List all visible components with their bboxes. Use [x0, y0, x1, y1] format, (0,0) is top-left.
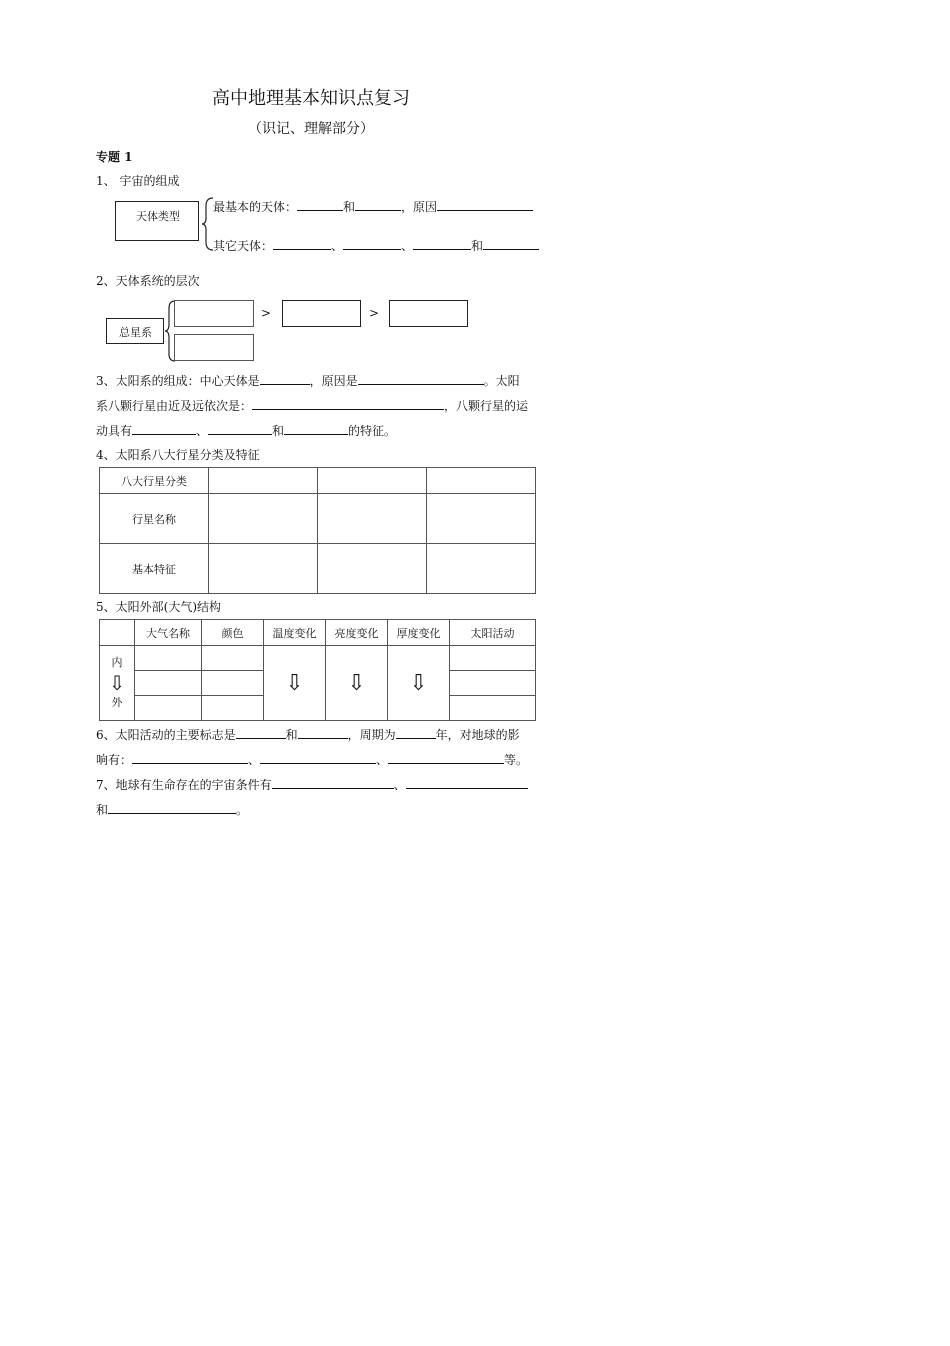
q6-line2-end: 等。	[504, 753, 529, 767]
q1-heading: 1、 宇宙的组成	[96, 174, 180, 188]
q3-blank-1[interactable]	[260, 372, 310, 385]
q3-line1-b: ，原因是	[309, 374, 358, 388]
q3-line2-b: ，八颗行星的运	[444, 399, 529, 413]
q1-line1-and: 和	[343, 200, 356, 214]
table-cell[interactable]	[135, 646, 202, 671]
q1-sep-1: 、	[331, 239, 344, 253]
q2-gt-1: >	[261, 306, 272, 320]
q5-temp-cell[interactable]	[264, 646, 326, 721]
q3-line2	[96, 397, 528, 414]
q3-line1-a: 3、太阳系的组成：中心天体是	[96, 374, 260, 388]
q1-line1-label: 最基本的天体：	[213, 200, 298, 214]
q2-blank-box-3[interactable]	[282, 300, 361, 327]
q1-blank-7[interactable]	[483, 237, 539, 250]
q5-direction-cell	[100, 646, 135, 721]
q6-line2-a: 响有：	[96, 753, 133, 767]
down-arrow-icon: ⇩	[409, 670, 428, 696]
table-row	[100, 646, 536, 671]
q7-blank-3[interactable]	[108, 801, 236, 814]
q2-total-galaxy-box	[106, 318, 164, 344]
q7-line1	[96, 776, 528, 793]
q7-line2-a: 和	[96, 803, 109, 817]
q5-inner-label: 内	[111, 656, 123, 669]
q1-blank-1[interactable]	[297, 198, 343, 211]
q6-line1-and: 和	[285, 728, 298, 742]
q5-heading: 5、太阳外部(大气)结构	[96, 600, 221, 614]
q3-blank-3[interactable]	[252, 397, 444, 410]
table-row	[100, 468, 536, 494]
q6-sep-1: 、	[248, 753, 261, 767]
q5-thickness-cell[interactable]	[388, 646, 450, 721]
q3-line3-b: 的特征。	[348, 424, 397, 438]
q3-line3	[96, 422, 396, 439]
q6-line1-a: 6、太阳活动的主要标志是	[96, 728, 236, 742]
table-cell[interactable]	[427, 494, 536, 544]
q3-blank-2[interactable]	[358, 372, 484, 385]
topic-label: 专题 1	[96, 150, 133, 164]
down-arrow-icon: ⇩	[347, 670, 366, 696]
q6-blank-3[interactable]	[396, 726, 436, 739]
q5-outer-label: 外	[111, 696, 123, 709]
table-cell[interactable]	[202, 696, 264, 721]
q6-blank-5[interactable]	[260, 751, 376, 764]
q6-line1-b: ，周期为	[347, 728, 396, 742]
q3-blank-4[interactable]	[132, 422, 196, 435]
q6-sep-2: 、	[376, 753, 389, 767]
q3-blank-6[interactable]	[284, 422, 348, 435]
table-row	[100, 494, 536, 544]
table-cell[interactable]	[427, 468, 536, 494]
table-cell[interactable]	[209, 468, 318, 494]
q3-line1	[96, 372, 520, 389]
q2-gt-2: >	[369, 306, 380, 320]
q5-header-temp: 温度变化	[264, 620, 326, 646]
table-cell[interactable]	[318, 494, 427, 544]
q1-line1	[213, 198, 533, 215]
table-cell[interactable]	[202, 671, 264, 696]
q7-line2-end: 。	[236, 803, 249, 817]
q1-blank-6[interactable]	[413, 237, 471, 250]
q2-heading: 2、天体系统的层次	[96, 274, 200, 288]
q1-blank-4[interactable]	[273, 237, 331, 250]
down-arrow-icon: ⇩	[108, 671, 126, 695]
q6-blank-2[interactable]	[298, 726, 348, 739]
table-cell[interactable]	[318, 468, 427, 494]
q1-blank-3[interactable]	[437, 198, 533, 211]
table-cell[interactable]	[450, 696, 536, 721]
q2-blank-box-1[interactable]	[174, 300, 254, 327]
q5-header-name: 大气名称	[135, 620, 202, 646]
table-cell[interactable]	[427, 544, 536, 594]
table-cell[interactable]	[209, 544, 318, 594]
q5-atmosphere-table	[99, 619, 536, 721]
q3-line3-sep: 、	[196, 424, 209, 438]
q3-line2-a: 系八颗行星由近及远依次是：	[96, 399, 253, 413]
q6-blank-4[interactable]	[132, 751, 248, 764]
table-row	[100, 544, 536, 594]
page-title: 高中地理基本知识点复习	[212, 88, 410, 109]
table-row	[100, 620, 536, 646]
q1-sep-2: 、	[401, 239, 414, 253]
q1-line2-label: 其它天体：	[213, 239, 274, 253]
q3-line3-and: 和	[272, 424, 285, 438]
q6-line2	[96, 751, 528, 768]
q6-blank-6[interactable]	[388, 751, 504, 764]
q5-brightness-cell[interactable]	[326, 646, 388, 721]
q1-line1-reason: ，原因	[401, 200, 438, 214]
table-cell[interactable]	[135, 671, 202, 696]
table-cell[interactable]	[318, 544, 427, 594]
q4-row-label-1: 八大行星分类	[100, 468, 209, 494]
table-cell[interactable]	[209, 494, 318, 544]
q4-planet-table	[99, 467, 536, 594]
q1-box-label: 天体类型	[136, 210, 180, 223]
q7-sep-1: 、	[393, 778, 406, 792]
q4-row-label-2: 行星名称	[100, 494, 209, 544]
down-arrow-icon: ⇩	[285, 670, 304, 696]
table-cell	[100, 620, 135, 646]
q2-blank-box-2[interactable]	[174, 334, 254, 361]
q5-header-brightness: 亮度变化	[326, 620, 388, 646]
q7-line1-a: 7、地球有生命存在的宇宙条件有	[96, 778, 272, 792]
q6-line1	[96, 726, 520, 743]
q7-blank-2[interactable]	[406, 776, 528, 789]
q2-blank-box-4[interactable]	[389, 300, 468, 327]
q5-header-thickness: 厚度变化	[388, 620, 450, 646]
q1-line2	[213, 237, 539, 254]
table-cell[interactable]	[135, 696, 202, 721]
q1-blank-2[interactable]	[355, 198, 401, 211]
q7-blank-1[interactable]	[272, 776, 394, 789]
q4-heading: 4、太阳系八大行星分类及特征	[96, 448, 260, 462]
table-cell[interactable]	[450, 671, 536, 696]
q3-line3-a: 动具有	[96, 424, 133, 438]
q3-line1-c: 。太阳	[483, 374, 520, 388]
q6-line1-c: 年，对地球的影	[435, 728, 520, 742]
q5-header-activity: 太阳活动	[450, 620, 536, 646]
q6-blank-1[interactable]	[236, 726, 286, 739]
table-cell[interactable]	[450, 646, 536, 671]
q5-header-color: 颜色	[202, 620, 264, 646]
q4-row-label-3: 基本特征	[100, 544, 209, 594]
page-subtitle: （识记、理解部分）	[248, 121, 374, 137]
q2-box-label: 总星系	[119, 326, 152, 339]
q1-line2-and: 和	[471, 239, 484, 253]
table-cell[interactable]	[202, 646, 264, 671]
q1-blank-5[interactable]	[343, 237, 401, 250]
q3-blank-5[interactable]	[208, 422, 272, 435]
q1-celestial-type-box	[115, 201, 199, 241]
q7-line2	[96, 801, 248, 818]
